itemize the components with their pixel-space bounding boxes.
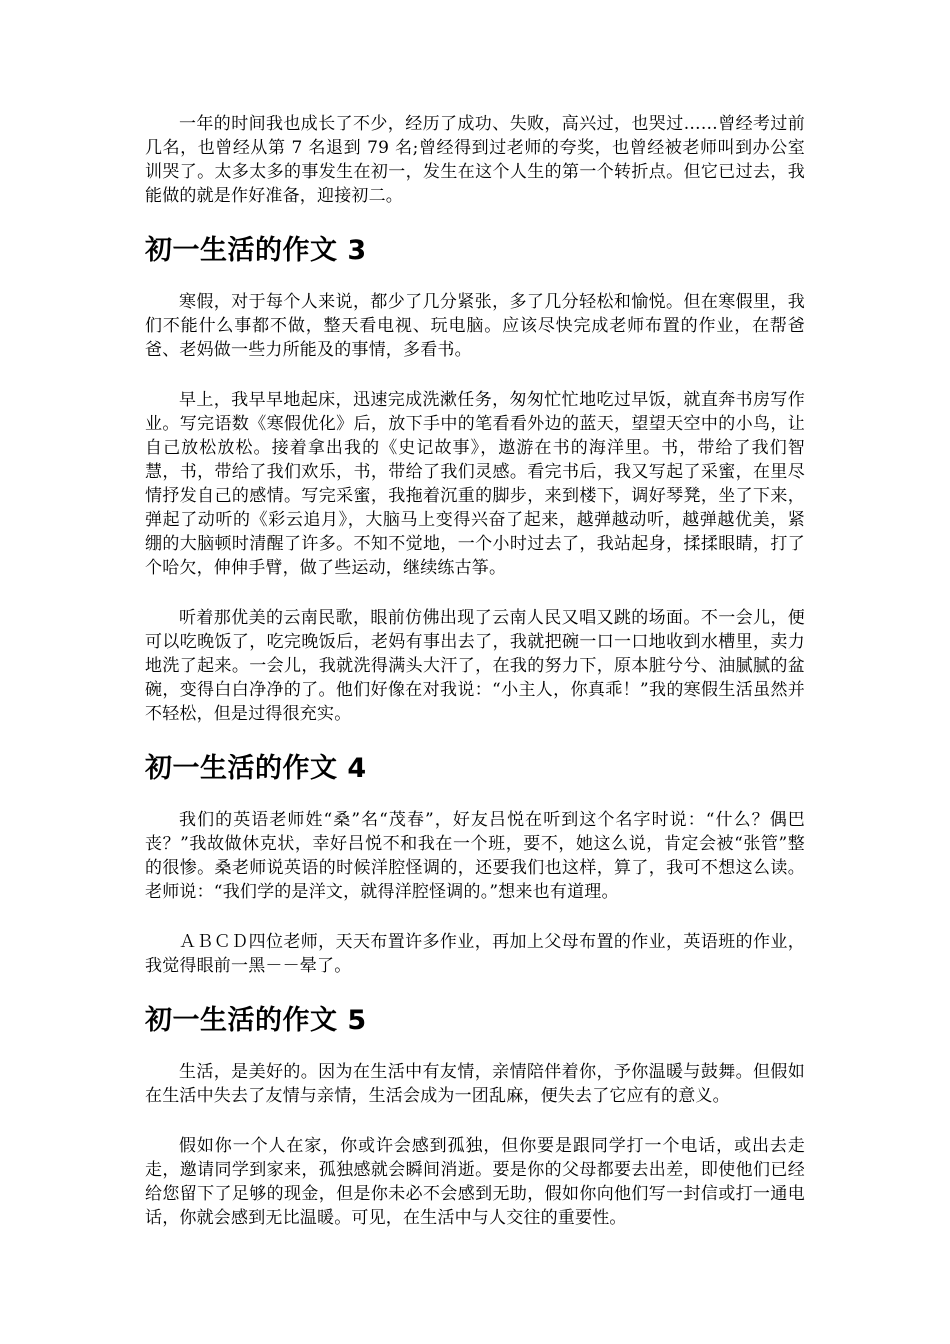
section-heading: 初一生活的作文 3 [145, 235, 367, 266]
section-paragraph: 寒假，对于每个人来说，都少了几分紧张，多了几分轻松和愉悦。但在寒假里，我们不能什么事都不做，整天看电视、玩电脑。应该尽快完成老师布置的作业，在帮爸爸、老妈做一些力所能及的事情，多看书。 [145, 292, 805, 360]
essay-section-5 [145, 1004, 805, 1230]
essay-section-4 [145, 752, 805, 978]
section-paragraph: 我们的英语老师姓“桑”名“茂春”，好友吕悦在听到这个名字时说：“什么？偶巴丧？”我故做休克状，幸好吕悦不和我在一个班，要不，她这么说，肯定会被“张管”整的很惨。桑老师说英语的时候洋腔怪调的，还要我们也这样，算了，我可不想这么读。老师说：“我们学的是洋文，就得洋腔怪调的。”想来也有道理。 [145, 810, 805, 902]
section-paragraph: 生活，是美好的。因为在生活中有友情，亲情陪伴着你，予你温暖与鼓舞。但假如在生活中失去了友情与亲情，生活会成为一团乱麻，便失去了它应有的意义。 [145, 1062, 805, 1106]
section-paragraph: 早上，我早早地起床，迅速完成洗漱任务，匆匆忙忙地吃过早饭，就直奔书房写作业。写完语数《寒假优化》后，放下手中的笔看看外边的蓝天，望望天空中的小鸟，让自己放松放松。接着拿出我的《史记故事》，遨游在书的海洋里。书，带给了我们智慧，书，带给了我们欢乐，书，带给了我们灵感。看完书后，我又写起了采蜜，在里尽情抒发自己的感情。写完采蜜，我拖着沉重的脚步，来到楼下，调好琴凳，坐了下来，弹起了动听的《彩云追月》，大脑马上变得兴奋了起来，越弹越动听，越弹越优美，紧绷的大脑顿时清醒了许多。不知不觉地，一个小时过去了，我站起身，揉揉眼睛，打了个哈欠，伸伸手臂，做了些运动，继续练古筝。 [145, 390, 805, 578]
essay-section-3 [145, 234, 805, 726]
section-heading: 初一生活的作文 5 [145, 1005, 367, 1036]
section-paragraph: 假如你一个人在家，你或许会感到孤独，但你要是跟同学打一个电话，或出去走走，邀请同学到家来，孤独感就会瞬间消逝。要是你的父母都要去出差，即使他们已经给您留下了足够的现金，但是你未必不会感到无助，假如你向他们写一封信或打一通电话，你就会感到无比温暖。可见，在生活中与人交往的重要性。 [145, 1136, 805, 1228]
intro-paragraph: 一年的时间我也成长了不少，经历了成功、失败，高兴过，也哭过……曾经考过前几名，也曾经从第 7 名退到 79 名;曾经得到过老师的夸奖，也曾经被老师叫到办公室训哭了。太多太多的事发生在初一，发生在这个人生的第一个转折点。但它已过去，我能做的就是作好准备，迎接初二。 [145, 114, 805, 206]
document-page [145, 112, 805, 1256]
section-paragraph: 听着那优美的云南民歌，眼前仿佛出现了云南人民又唱又跳的场面。不一会儿，便可以吃晚饭了，吃完晚饭后，老妈有事出去了，我就把碗一口一口地收到水槽里，卖力地洗了起来。一会儿，我就洗得满头大汗了，在我的努力下，原本脏兮兮、油腻腻的盆碗，变得白白净净的了。他们好像在对我说：“小主人，你真乖！”我的寒假生活虽然并不轻松，但是过得很充实。 [145, 608, 805, 724]
section-paragraph: ＡＢＣＤ四位老师，天天布置许多作业，再加上父母布置的作业，英语班的作业，我觉得眼前一黑－－晕了。 [145, 932, 805, 976]
section-heading: 初一生活的作文 4 [145, 753, 367, 784]
